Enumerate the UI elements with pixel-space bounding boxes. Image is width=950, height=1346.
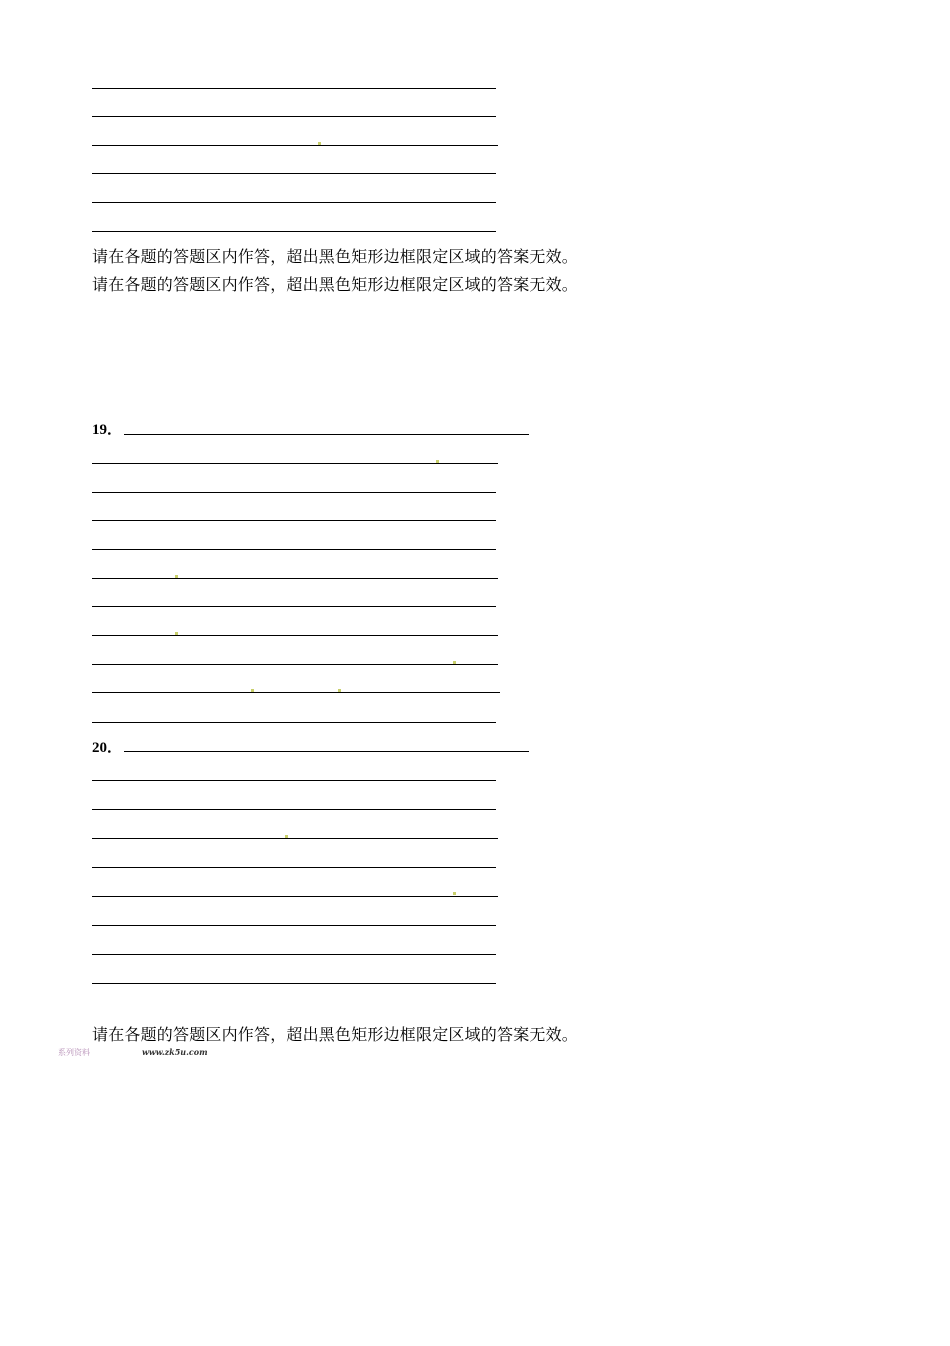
question-number: 19． (92, 422, 123, 438)
answer-line (92, 549, 496, 550)
speck-mark (285, 835, 288, 838)
answer-line (92, 88, 496, 89)
answer-line (92, 780, 496, 781)
answer-line (92, 145, 498, 146)
answer-area-notice: 请在各题的答题区内作答，超出黑色矩形边框限定区域的答案无效。 (92, 275, 579, 294)
question-number: 20． (92, 740, 123, 756)
answer-line (92, 578, 498, 579)
answer-line (92, 463, 498, 464)
answer-line (92, 722, 496, 723)
answer-line (92, 925, 496, 926)
speck-mark (436, 460, 439, 463)
answer-line (92, 809, 496, 810)
answer-area-notice: 请在各题的答题区内作答，超出黑色矩形边框限定区域的答案无效。 (92, 1025, 579, 1044)
answer-line (92, 116, 496, 117)
answer-line (92, 896, 498, 897)
answer-line (92, 867, 496, 868)
question-first-line (124, 751, 529, 752)
answer-line (92, 231, 496, 232)
answer-line (92, 954, 496, 955)
speck-mark (453, 892, 456, 895)
answer-line (92, 838, 498, 839)
speck-mark (175, 632, 178, 635)
speck-mark (251, 689, 254, 692)
footer-source-label: 系列资料 (58, 1048, 90, 1057)
speck-mark (318, 142, 321, 145)
answer-line (92, 983, 496, 984)
speck-mark (453, 661, 456, 664)
question-first-line (124, 434, 529, 435)
answer-area-notice: 请在各题的答题区内作答，超出黑色矩形边框限定区域的答案无效。 (92, 247, 579, 266)
footer-site-url: www.zk5u.com (142, 1047, 208, 1057)
answer-line (92, 664, 498, 665)
answer-line (92, 692, 500, 693)
answer-line (92, 173, 496, 174)
answer-line (92, 492, 496, 493)
answer-line (92, 202, 496, 203)
answer-line (92, 520, 496, 521)
answer-line (92, 635, 498, 636)
answer-line (92, 606, 496, 607)
speck-mark (338, 689, 341, 692)
speck-mark (175, 575, 178, 578)
